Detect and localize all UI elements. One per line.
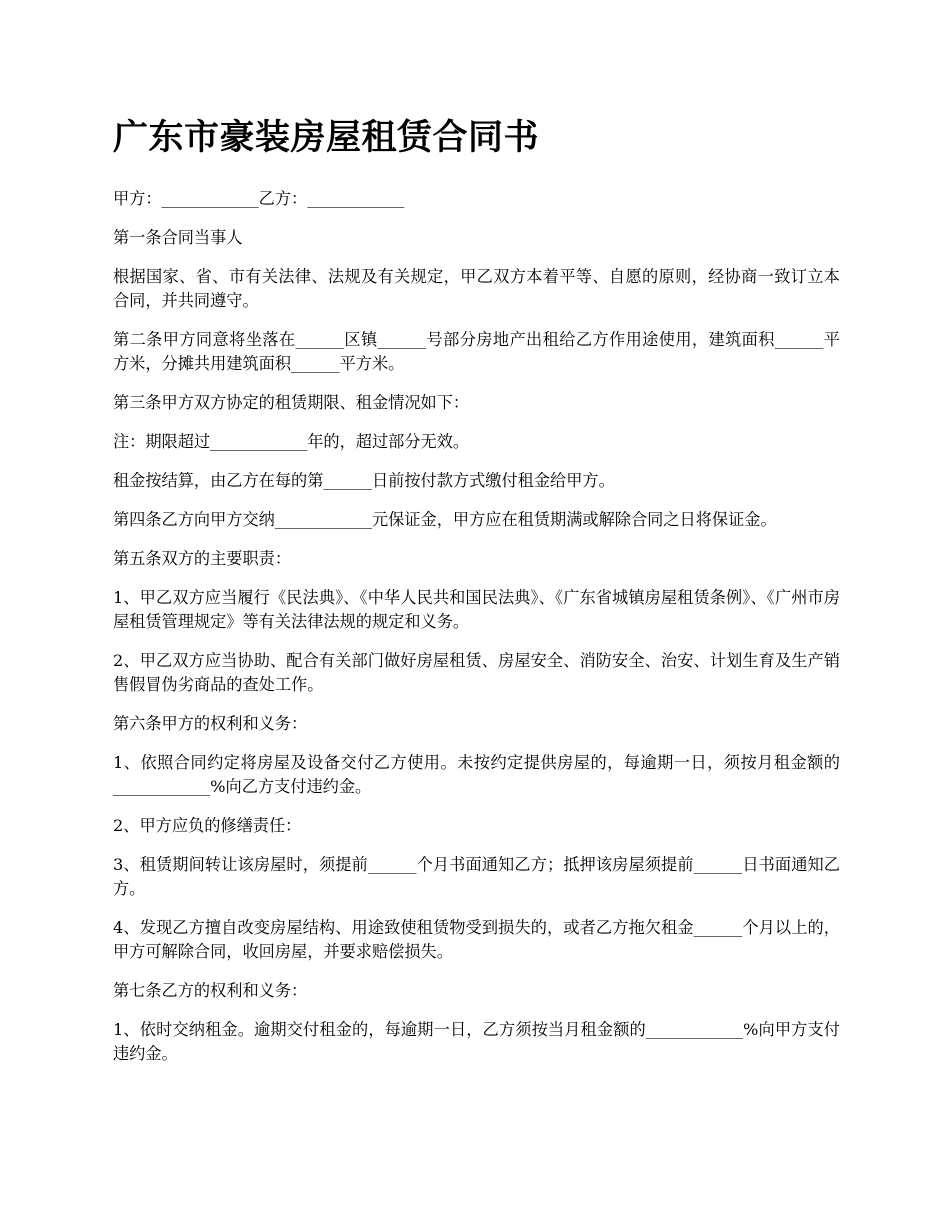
article-5-heading: 第五条双方的主要职责：	[113, 549, 292, 568]
article-6-item-2: 2、甲方应负的修缮责任：	[113, 816, 302, 835]
party-line: 甲方：____________乙方：____________	[113, 189, 405, 208]
article-3-heading: 第三条甲方双方协定的租赁期限、租金情况如下：	[113, 393, 470, 412]
article-3-note: 注：期限超过____________年的，超过部分无效。	[113, 432, 470, 451]
document-body	[113, 187, 840, 1066]
article-6-item-4: 4、发现乙方擅自改变房屋结构、用途致使租赁物受到损失的，或者乙方拖欠租金______个月以上的，甲方可解除合同，收回房屋，并要求赔偿损失。	[113, 918, 840, 961]
document-page	[113, 0, 840, 1081]
article-6-item-1: 1、依照合同约定将房屋及设备交付乙方使用。未按约定提供房屋的，每逾期一日，须按月租金额的____________%向乙方支付违约金。	[113, 753, 840, 796]
article-3-rent: 租金按结算，由乙方在每的第______日前按付款方式缴付租金给甲方。	[113, 471, 615, 490]
article-1-heading: 第一条合同当事人	[113, 228, 243, 247]
document-title: 广东市豪装房屋租赁合同书	[113, 117, 540, 158]
article-5-item-2: 2、甲乙双方应当协助、配合有关部门做好房屋租赁、房屋安全、消防安全、治安、计划生育及生产销售假冒伪劣商品的查处工作。	[113, 651, 840, 694]
article-6-heading: 第六条甲方的权利和义务：	[113, 714, 308, 733]
article-7-heading: 第七条乙方的权利和义务：	[113, 981, 308, 1000]
article-5-item-1: 1、甲乙双方应当履行《民法典》、《中华人民共和国民法典》、《广东省城镇房屋租赁条例》、《广州市房屋租赁管理规定》等有关法律法规的规定和义务。	[113, 588, 840, 631]
article-6-item-3: 3、租赁期间转让该房屋时，须提前______个月书面通知乙方；抵押该房屋须提前______日书面通知乙方。	[113, 855, 840, 898]
article-4: 第四条乙方向甲方交纳____________元保证金，甲方应在租赁期满或解除合同之日将保证金。	[113, 510, 777, 529]
article-2: 第二条甲方同意将坐落在______区镇______号部分房地产出租给乙方作用途使用，建筑面积______平方米，分摊共用建筑面积______平方米。	[113, 330, 840, 373]
article-7-item-1: 1、依时交纳租金。逾期交付租金的，每逾期一日，乙方须按当月租金额的____________%向甲方支付违约金。	[113, 1020, 840, 1063]
article-1-body: 根据国家、省、市有关法律、法规及有关规定，甲乙双方本着平等、自愿的原则，经协商一致订立本合同，并共同遵守。	[113, 267, 840, 310]
